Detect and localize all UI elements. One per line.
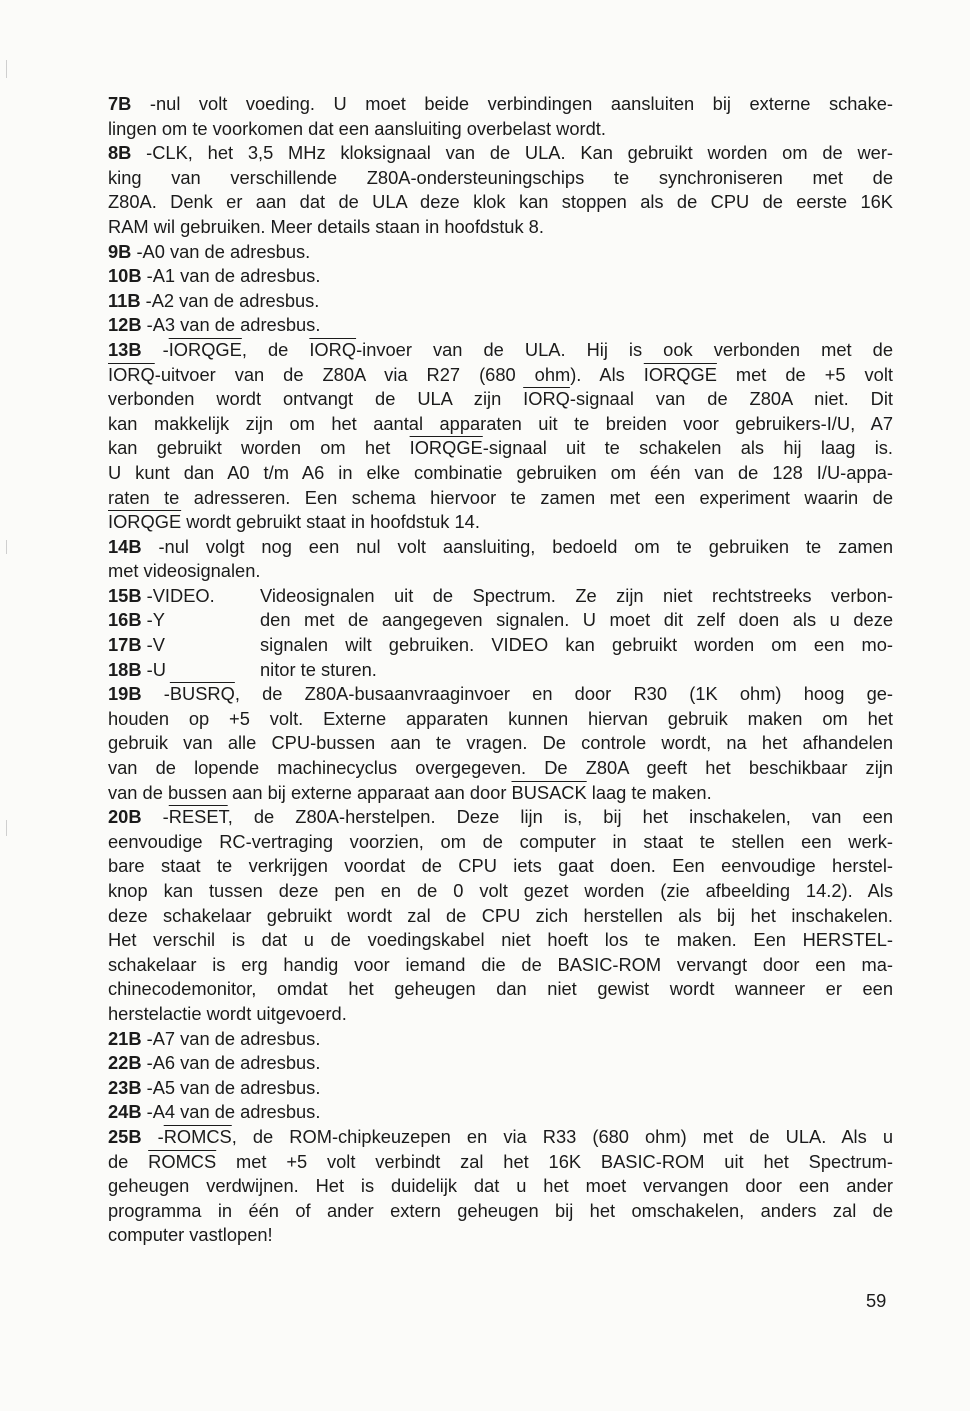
pin-number: 24B <box>108 1101 142 1123</box>
text-segment: -signaal van de Z80A niet. Dit <box>569 388 893 410</box>
text-segment: -uitvoer van de Z80A via R27 (680 ohm). Als <box>154 363 644 385</box>
pin-entry-14b <box>108 535 893 560</box>
text-segment: geheugen verdwijnen. Het is duidelijk dat u het moet vervangen door een ander <box>108 1175 893 1197</box>
text-line <box>108 190 893 215</box>
text-segment: -signaal uit te schakelen als hij laag is. <box>482 437 893 459</box>
pin-entry-20b <box>108 805 893 830</box>
text-segment: - <box>141 683 170 705</box>
pin-entry-25b <box>108 1125 893 1150</box>
text-segment: , de Z80A-busaanvraaginvoer en door R30 (1K ohm) hoog ge- <box>234 683 893 705</box>
text-line <box>108 854 893 879</box>
text-segment: knop kan tussen deze pen en de 0 volt gezet worden (zie afbeelding 14.2). Als <box>108 880 893 901</box>
active-low-signal: BUSRQ <box>169 683 235 705</box>
text-segment: met videosignalen. <box>108 560 261 582</box>
text-segment: kan makkelijk zijn om het aantal apparaten uit te breiden voor gebruikers-I/U, A7 <box>108 412 893 434</box>
pin-label <box>108 633 260 658</box>
pin-entry-15b <box>108 584 893 609</box>
text-segment: herstelactie wordt uitgevoerd. <box>108 1002 347 1024</box>
text-line <box>108 879 893 904</box>
text-segment: lingen om te voorkomen dat een aansluiting overbelast wordt. <box>108 117 606 139</box>
text-line <box>108 1199 893 1224</box>
text-line <box>108 1174 893 1199</box>
text-segment: bare staat te verkrijgen voordat de CPU iets gaat doen. Een eenvoudige herstel- <box>108 855 893 877</box>
pin-number: 14B <box>108 535 142 557</box>
text-line <box>108 928 893 953</box>
text-line <box>108 707 893 732</box>
page-number: 59 <box>866 1290 887 1311</box>
signal-description: Videosignalen uit de Spectrum. Ze zijn niet rechtstreeks verbon- <box>260 584 893 606</box>
pin-entry-7b <box>108 92 893 117</box>
active-low-signal: IORQGE <box>168 338 242 360</box>
text-segment: schakelaar is erg handig voor iemand die de BASIC-ROM vervangt door een ma- <box>108 953 893 975</box>
pin-number: 23B <box>108 1076 142 1098</box>
text-segment: -A6 van de adresbus. <box>141 1052 321 1074</box>
text-line <box>108 731 893 756</box>
text-line <box>108 412 893 437</box>
text-line <box>108 830 893 855</box>
pin-number: 21B <box>108 1027 142 1049</box>
pin-number: 9B <box>108 240 132 262</box>
text-segment: gebruik van alle CPU-bussen aan te vragen. De controle wordt, na het afhandelen <box>108 732 893 754</box>
text-segment: , de <box>241 338 310 360</box>
pin-entry-23b <box>108 1076 893 1101</box>
text-segment: met de +5 volt <box>716 363 893 385</box>
pin-entry-16b <box>108 608 893 633</box>
pin-entry-21b <box>108 1027 893 1052</box>
text-line <box>108 1223 893 1248</box>
pin-entry-24b <box>108 1100 893 1125</box>
text-line <box>108 756 893 781</box>
pin-label <box>108 658 260 683</box>
pin-entry-12b <box>108 313 893 338</box>
signal-description: signalen wilt gebruiken. VIDEO kan gebruikt worden om een mo- <box>260 634 893 656</box>
text-segment: -invoer van de ULA. Hij is ook verbonden met de <box>356 338 893 360</box>
video-signal-table <box>108 584 893 682</box>
text-line <box>108 461 893 486</box>
text-line <box>108 387 893 412</box>
active-low-signal: ROMCS <box>163 1125 232 1147</box>
pin-entry-9b <box>108 240 893 265</box>
pin-number: 17B <box>108 634 142 656</box>
text-line <box>108 1002 893 1027</box>
text-block-pins-19b-25b <box>108 682 893 1248</box>
text-segment: - <box>141 1125 164 1147</box>
active-low-signal: IORQ <box>523 388 570 410</box>
pin-entry-17b <box>108 633 893 658</box>
pin-number: 16B <box>108 609 142 631</box>
signal-name: -Y <box>141 609 165 631</box>
pin-entry-19b <box>108 682 893 707</box>
active-low-signal: IORQGE <box>108 511 182 533</box>
text-segment: programma in één of ander extern geheugen bij het omschakelen, anders zal de <box>108 1199 893 1221</box>
text-line <box>108 559 893 584</box>
active-low-signal: IORQ <box>309 338 357 360</box>
pin-number: 20B <box>108 806 142 828</box>
pin-entry-13b <box>108 338 893 363</box>
text-segment: kan gebruikt worden om het <box>108 437 410 459</box>
text-line <box>108 117 893 142</box>
text-segment: , de Z80A-herstelpen. Deze lijn is, bij het inschakelen, van een <box>227 806 893 828</box>
scan-margin-mark <box>6 820 7 836</box>
pin-label <box>108 584 260 609</box>
text-line <box>108 215 893 240</box>
text-segment: van de lopende machinecyclus overgegeven. De Z80A geeft het beschikbaar zijn <box>108 757 893 779</box>
active-low-signal: IORQGE <box>409 437 483 459</box>
pin-entry-10b <box>108 264 893 289</box>
pin-number: 11B <box>108 289 141 311</box>
pin-number: 7B <box>108 93 132 114</box>
active-low-signal: BUSACK <box>511 781 587 803</box>
text-line <box>108 436 893 461</box>
text-segment: -nul volgt nog een nul volt aansluiting, bedoeld om te gebruiken te zamen <box>141 535 893 557</box>
text-segment: king van verschillende Z80A-ondersteuningschips te synchroniseren met de <box>108 166 893 188</box>
text-segment: Het verschil is dat u de voedingskabel niet hoeft los te maken. Een HERSTEL- <box>108 929 893 951</box>
text-line <box>108 904 893 929</box>
text-segment: RAM wil gebruiken. Meer details staan in hoofdstuk 8. <box>108 215 544 237</box>
text-segment: -A5 van de adresbus. <box>141 1076 321 1098</box>
signal-name: -V <box>141 634 165 656</box>
pin-number: 13B <box>108 338 142 360</box>
text-segment: -CLK, het 3,5 MHz kloksignaal van de ULA. Kan gebruikt worden om de wer- <box>131 142 893 164</box>
text-segment: met +5 volt verbindt zal het 16K BASIC-ROM uit het Spectrum- <box>216 1150 893 1172</box>
text-segment: -A2 van de adresbus. <box>140 289 320 311</box>
text-segment: U kunt dan A0 t/m A6 in elke combinatie gebruiken om één van de 128 I/U-appa- <box>108 461 893 483</box>
text-line <box>108 1150 893 1175</box>
pin-number: 25B <box>108 1125 142 1147</box>
pin-number: 19B <box>108 683 142 705</box>
scan-margin-mark <box>6 60 7 78</box>
text-line <box>108 486 893 511</box>
pin-number: 22B <box>108 1052 142 1074</box>
text-segment: houden op +5 volt. Externe apparaten kunnen hiervan gebruik maken om het <box>108 707 893 729</box>
text-segment: de <box>108 1150 149 1172</box>
text-segment: chinecodemonitor, omdat het geheugen dan niet gewist wordt wanneer er een <box>108 978 893 1000</box>
text-line <box>108 977 893 1002</box>
pin-entry-11b <box>108 289 893 314</box>
pin-number: 15B <box>108 584 142 606</box>
text-segment: -nul volt voeding. U moet beide verbindingen aansluiten bij externe schake- <box>131 93 893 114</box>
signal-name: -U <box>141 658 166 680</box>
text-segment: -A3 van de adresbus. <box>141 314 321 336</box>
pin-entry-22b <box>108 1051 893 1076</box>
scan-margin-mark <box>6 540 7 554</box>
active-low-signal: IORQ <box>108 363 155 385</box>
page-body <box>108 92 893 1248</box>
pin-number: 12B <box>108 314 142 336</box>
signal-name: -VIDEO. <box>141 584 215 606</box>
text-segment: -A7 van de adresbus. <box>141 1027 321 1049</box>
text-segment: wordt gebruikt staat in hoofdstuk 14. <box>181 511 480 533</box>
text-segment: deze schakelaar gebruikt wordt zal de CPU zich herstellen als bij het inschakelen. <box>108 904 893 926</box>
text-segment: eenvoudige RC-vertraging voorzien, om de computer in staat te stellen een werk- <box>108 830 893 852</box>
pin-label <box>108 608 260 633</box>
text-segment: computer vastlopen! <box>108 1224 273 1246</box>
active-low-signal: ROMCS <box>148 1150 217 1172</box>
text-line <box>108 953 893 978</box>
text-line <box>108 363 893 388</box>
signal-description: den met de aangegeven signalen. U moet dit zelf doen als u deze <box>260 609 893 631</box>
text-block-pins-7b-14b <box>108 92 893 584</box>
pin-entry-8b <box>108 141 893 166</box>
text-segment: -A4 van de adresbus. <box>141 1101 321 1123</box>
pin-entry-18b <box>108 658 893 683</box>
active-low-signal: RESET <box>168 806 228 828</box>
text-segment: - <box>141 806 169 828</box>
text-segment: -A0 van de adresbus. <box>131 240 311 262</box>
text-segment: Z80A. Denk er aan dat de ULA deze klok kan stoppen als de CPU de eerste 16K <box>108 191 893 213</box>
text-segment: raten te adresseren. Een schema hiervoor te zamen met een experiment waarin de <box>108 486 893 508</box>
text-segment: verbonden wordt ontvangt de ULA zijn <box>108 388 524 410</box>
text-segment: van de bussen aan bij externe apparaat aan door <box>108 781 512 803</box>
pin-number: 10B <box>108 265 142 287</box>
text-segment: - <box>141 338 169 360</box>
text-line <box>108 166 893 191</box>
signal-description: nitor te sturen. <box>260 658 377 680</box>
pin-number: 18B <box>108 658 142 680</box>
text-segment: laag te maken. <box>586 781 712 803</box>
text-line <box>108 510 893 535</box>
text-line <box>108 781 893 806</box>
text-segment: -A1 van de adresbus. <box>141 265 321 287</box>
active-low-signal: IORQGE <box>643 363 717 385</box>
pin-number: 8B <box>108 142 132 164</box>
text-segment: , de ROM-chipkeuzepen en via R33 (680 ohm) met de ULA. Als u <box>231 1125 893 1147</box>
